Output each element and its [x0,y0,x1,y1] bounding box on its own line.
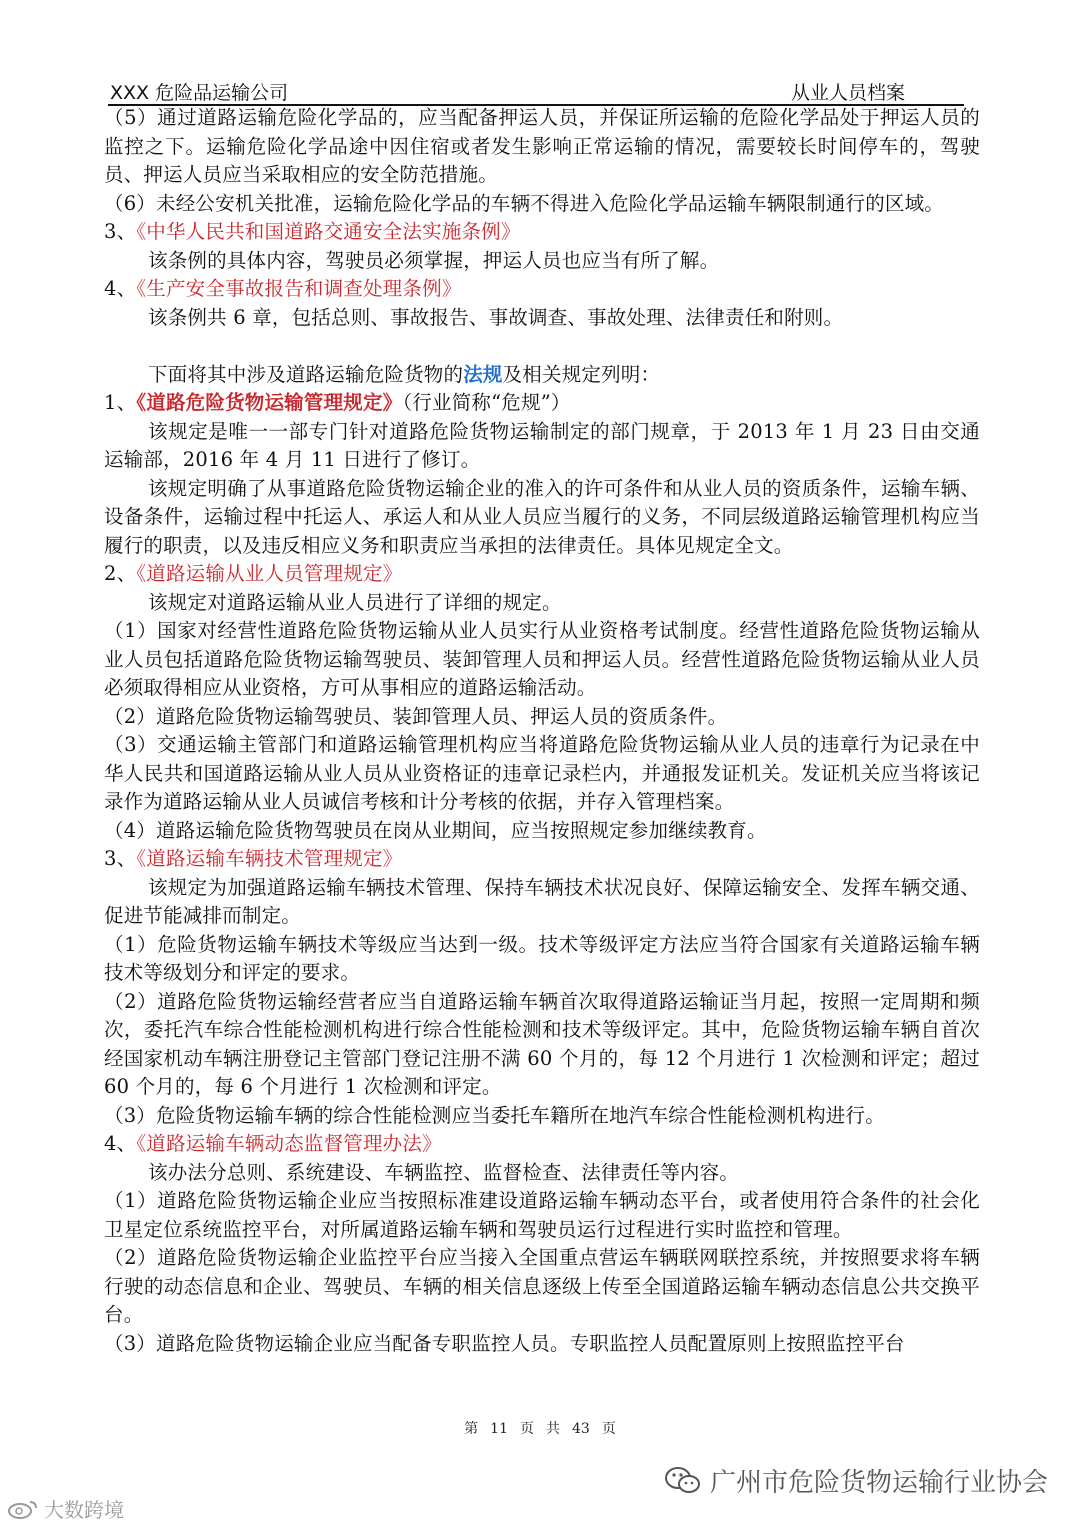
page-total: 43 [572,1421,590,1437]
paragraph: （3）危险货物运输车辆的综合性能检测应当委托车籍所在地汽车综合性能检测机构进行。 [104,1103,885,1127]
paragraph: 该规定明确了从事道路危险货物运输企业的准入的许可条件和从业人员的资质条件，运输车辆、设备条件，运输过程中托运人、承运人和从业人员应当履行的义务，不同层级道路运输管理机构应当履行的职责，以及违反相应义务和职责应当承担的法律责任。具体见规定全文。 [104,476,980,557]
page-number: 11 [490,1421,508,1437]
regulation-title: 《道路危险货物运输管理规定》 [136,391,403,414]
regulation-title: 《道路运输从业人员管理规定》 [136,562,403,585]
section-heading: 1、《道路危险货物运输管理规定》（行业简称“危规”） [104,391,571,414]
regulations-link[interactable]: 法规 [463,362,503,386]
section-heading [104,218,980,247]
section-number: 3、 [104,220,137,243]
page-footer: 第 11 页 共 43 页 [464,1421,616,1437]
paragraph: （2）道路危险货物运输企业监控平台应当接入全国重点营运车辆联网联控系统，并按照要求将车辆行驶的动态信息和企业、驾驶员、车辆的相关信息逐级上传至全国道路运输车辆动态信息公共交换平台。 [104,1246,980,1326]
weibo-watermark [6,1494,124,1523]
paragraph: 该规定对道路运输从业人员进行了详细的规定。 [148,590,562,614]
wechat-icon [664,1465,702,1497]
paragraph: （2）道路危险货物运输经营者应当自道路运输车辆首次取得道路运输证当月起，按照一定周期和频次，委托汽车综合性能检测机构进行综合性能检测和技术等级评定。其中，危险货物运输车辆自首次经国家机动车辆注册登记主管部门登记注册不满 60 个月的，每 12 个月进行 1 次检测和评定；超过 60 个月的，每 6 个月进行 1 次检测和评定。 [104,989,980,1098]
document-title: 从业人员档案 [791,82,906,104]
section-heading [104,845,980,874]
section-number: 4、 [104,1132,137,1155]
regulation-title: 《生产安全事故报告和调查处理条例》 [136,277,462,300]
paragraph: （6）未经公安机关批准，运输危险化学品的车辆不得进入危险化学品运输车辆限制通行的区域。 [104,191,945,215]
paragraph: （1）国家对经营性道路危险货物运输从业人员实行从业资格考试制度。经营性道路危险货物运输从业人员包括道路危险货物运输驾驶员、装卸管理人员和押运人员。经营性道路危险货物运输从业人员必须取得相应从业资格，方可从事相应的道路运输活动。 [104,619,980,699]
section-number: 3、 [104,847,137,870]
intro-paragraph: 下面将其中涉及道路运输危险货物的法规及相关规定列明： [148,362,661,386]
paragraph: 该条例共 6 章，包括总则、事故报告、事故调查、事故处理、法律责任和附则。 [148,305,844,329]
paragraph: （2）道路危险货物运输驾驶员、装卸管理人员、押运人员的资质条件。 [104,704,728,728]
paragraph: 该规定是唯一一部专门针对道路危险货物运输制定的部门规章，于 2013 年 1 月 23 日由交通运输部，2016 年 4 月 11 日进行了修订。 [104,419,980,471]
regulation-title: 《道路运输车辆技术管理规定》 [136,847,403,870]
paragraph: （1）道路危险货物运输企业应当按照标准建设道路运输车辆动态平台，或者使用符合条件的社会化卫星定位系统监控平台，对所属道路运输车辆和驾驶员运行过程进行实时监控和管理。 [104,1189,980,1241]
paragraph: （1）危险货物运输车辆技术等级应当达到一级。技术等级评定方法应当符合国家有关道路运输车辆技术等级划分和评定的要求。 [104,932,980,984]
document-body [104,104,980,1358]
paragraph: 该办法分总则、系统建设、车辆监控、监督检查、法律责任等内容。 [148,1160,740,1184]
paragraph: 该规定为加强道路运输车辆技术管理、保持车辆技术状况良好、保障运输安全、发挥车辆交通、促进节能减排而制定。 [104,875,980,927]
paragraph: （3）道路危险货物运输企业应当配备专职监控人员。专职监控人员配置原则上按照监控平台 [104,1331,905,1355]
paragraph: （4）道路运输危险货物驾驶员在岗从业期间，应当按照规定参加继续教育。 [104,818,767,842]
section-heading [104,275,980,304]
watermark-brand: 大数跨境 [44,1498,124,1522]
paragraph: 该条例的具体内容，驾驶员必须掌握，押运人员也应当有所了解。 [148,248,720,272]
blank-line [104,332,980,361]
company-name: XXX 危险品运输公司 [110,82,289,104]
regulation-title: 《中华人民共和国道路交通安全法实施条例》 [136,220,521,243]
weibo-icon [6,1498,40,1520]
section-number: 4、 [104,277,137,300]
wechat-watermark [664,1462,1048,1499]
section-heading [104,560,980,589]
paragraph: （5）通过道路运输危险化学品的，应当配备押运人员，并保证所运输的危险化学品处于押运人员的监控之下。运输危险化学品途中因住宿或者发生影响正常运输的情况，需要较长时间停车的，驾驶员、押运人员应当采取相应的安全防范措施。 [104,106,980,186]
section-heading [104,1130,980,1159]
association-name: 广州市危险货物运输行业协会 [709,1468,1048,1498]
section-number: 1、 [104,391,137,414]
paragraph: （3）交通运输主管部门和道路运输管理机构应当将道路危险货物运输从业人员的违章行为记录在中华人民共和国道路运输从业人员从业资格证的违章记录栏内，并通报发证机关。发证机关应当将该记录作为道路运输从业人员诚信考核和计分考核的依据，并存入管理档案。 [104,733,980,813]
section-number: 2、 [104,562,137,585]
regulation-title: 《道路运输车辆动态监督管理办法》 [136,1132,442,1155]
page-header [108,78,964,106]
